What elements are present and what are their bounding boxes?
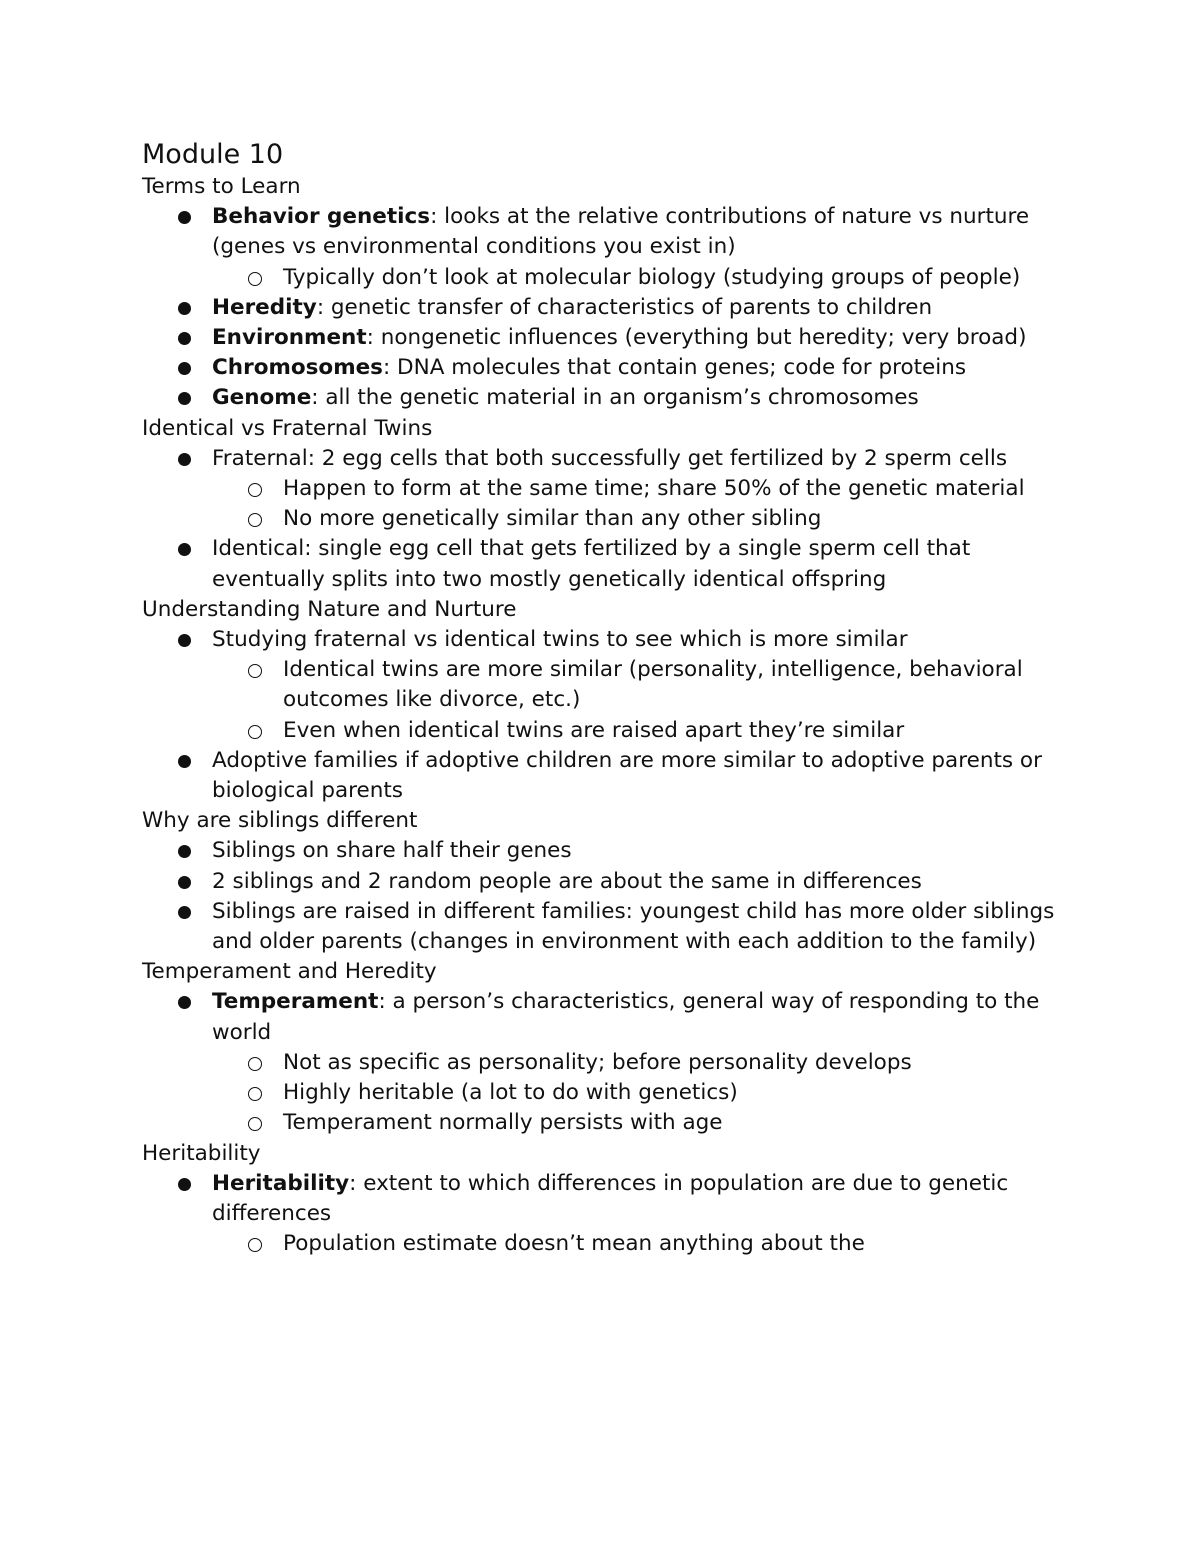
filled-bullet-icon <box>178 845 191 858</box>
sub-list-item <box>142 716 1062 746</box>
sub-list-item <box>142 1078 1062 1108</box>
item-text: Fraternal: 2 egg cells that both successfully get fertilized by 2 sperm cells <box>212 445 1008 471</box>
sub-item-text: Temperament normally persists with age <box>283 1110 723 1136</box>
filled-bullet-icon <box>178 332 191 345</box>
filled-bullet-icon <box>178 996 191 1009</box>
filled-bullet-icon <box>178 302 191 315</box>
filled-bullet-icon <box>178 543 191 556</box>
hollow-bullet-icon <box>248 1238 262 1252</box>
item-text: Adoptive families if adoptive children are more similar to adoptive parents or biological parents <box>212 747 1042 804</box>
list-item <box>142 987 1062 1138</box>
list-item <box>142 1169 1062 1260</box>
hollow-bullet-icon <box>248 513 262 527</box>
bullet-list <box>142 625 1062 806</box>
sub-bullet-list <box>212 655 1062 746</box>
filled-bullet-icon <box>178 392 191 405</box>
sub-item-text: Population estimate doesn’t mean anything about the <box>283 1231 865 1257</box>
list-item <box>142 534 1062 594</box>
list-item <box>142 383 1062 413</box>
item-text: : genetic transfer of characteristics of parents to children <box>316 294 933 320</box>
sub-bullet-list <box>212 263 1062 293</box>
item-text: 2 siblings and 2 random people are about the same in differences <box>212 868 922 894</box>
filled-bullet-icon <box>178 1178 191 1191</box>
term-label: Behavior genetics <box>212 204 431 230</box>
item-text: : looks at the relative contributions of nature vs nurture (genes vs environmental conditions you exist in) <box>212 204 1030 260</box>
section-heading: Heritability <box>142 1140 261 1166</box>
list-item <box>142 746 1062 806</box>
bullet-list <box>142 202 1062 413</box>
sub-list-item <box>142 1108 1062 1138</box>
section-heading: Why are siblings different <box>142 808 418 834</box>
bullet-list <box>142 836 1062 957</box>
list-item <box>142 625 1062 746</box>
list-item <box>142 897 1062 957</box>
sub-list-item <box>142 474 1062 504</box>
sub-item-text: Even when identical twins are raised apart they’re similar <box>283 717 905 743</box>
item-text: Studying fraternal vs identical twins to see which is more similar <box>212 627 908 653</box>
list-item <box>142 867 1062 897</box>
hollow-bullet-icon <box>248 1087 262 1101</box>
hollow-bullet-icon <box>248 725 262 739</box>
bullet-list <box>142 987 1062 1138</box>
section-heading: Temperament and Heredity <box>142 959 437 985</box>
list-item <box>142 353 1062 383</box>
filled-bullet-icon <box>178 876 191 889</box>
hollow-bullet-icon <box>248 1117 262 1131</box>
item-text: : DNA molecules that contain genes; code for proteins <box>382 355 967 381</box>
filled-bullet-icon <box>178 211 191 224</box>
filled-bullet-icon <box>178 755 191 768</box>
hollow-bullet-icon <box>248 483 262 497</box>
sections-container <box>142 172 1062 1259</box>
sub-item-text: Highly heritable (a lot to do with genetics) <box>283 1080 738 1106</box>
term-label: Heritability <box>212 1170 350 1196</box>
sub-list-item <box>142 504 1062 534</box>
term-label: Chromosomes <box>212 355 383 381</box>
hollow-bullet-icon <box>248 272 262 286</box>
document-page <box>142 138 1062 1259</box>
bullet-list <box>142 444 1062 595</box>
item-text: Siblings on share half their genes <box>212 838 572 864</box>
bullet-list <box>142 1169 1062 1260</box>
term-label: Genome <box>212 385 312 411</box>
sub-item-text: Identical twins are more similar (personality, intelligence, behavioral outcomes like divorce, etc.) <box>283 657 1023 713</box>
term-label: Environment <box>212 325 367 351</box>
hollow-bullet-icon <box>248 664 262 678</box>
sub-bullet-list <box>212 1229 1062 1259</box>
term-label: Temperament <box>212 989 379 1015</box>
item-text: : a person’s characteristics, general way of responding to the world <box>212 989 1040 1045</box>
sub-item-text: Happen to form at the same time; share 50% of the genetic material <box>283 476 1025 502</box>
item-text: Identical: single egg cell that gets fertilized by a single sperm cell that eventually splits into two mostly genetically identical offspring <box>212 536 971 592</box>
filled-bullet-icon <box>178 906 191 919</box>
list-item <box>142 202 1062 293</box>
section-heading: Terms to Learn <box>142 174 301 199</box>
list-item <box>142 444 1062 535</box>
list-item <box>142 323 1062 353</box>
document-title: Module 10 <box>142 139 284 170</box>
sub-bullet-list <box>212 474 1062 534</box>
section-heading: Understanding Nature and Nurture <box>142 596 517 622</box>
item-text: : nongenetic influences (everything but heredity; very broad) <box>366 325 1027 351</box>
item-text: : extent to which differences in population are due to genetic differences <box>212 1170 1009 1226</box>
item-text: Siblings are raised in different families: youngest child has more older siblings and older parents (changes in environment with each addition to the family) <box>212 898 1055 955</box>
sub-list-item <box>142 263 1062 293</box>
hollow-bullet-icon <box>248 1057 262 1071</box>
sub-item-text: Typically don’t look at molecular biology (studying groups of people) <box>283 264 1021 290</box>
item-text: : all the genetic material in an organism’s chromosomes <box>311 385 919 411</box>
term-label: Heredity <box>212 294 317 320</box>
sub-list-item <box>142 1048 1062 1078</box>
filled-bullet-icon <box>178 453 191 466</box>
filled-bullet-icon <box>178 634 191 647</box>
list-item <box>142 836 1062 866</box>
sub-bullet-list <box>212 1048 1062 1139</box>
section-heading: Identical vs Fraternal Twins <box>142 415 433 441</box>
sub-item-text: Not as specific as personality; before personality develops <box>283 1049 912 1075</box>
sub-list-item <box>142 1229 1062 1259</box>
filled-bullet-icon <box>178 362 191 375</box>
sub-list-item <box>142 655 1062 715</box>
list-item <box>142 293 1062 323</box>
sub-item-text: No more genetically similar than any other sibling <box>283 506 822 532</box>
